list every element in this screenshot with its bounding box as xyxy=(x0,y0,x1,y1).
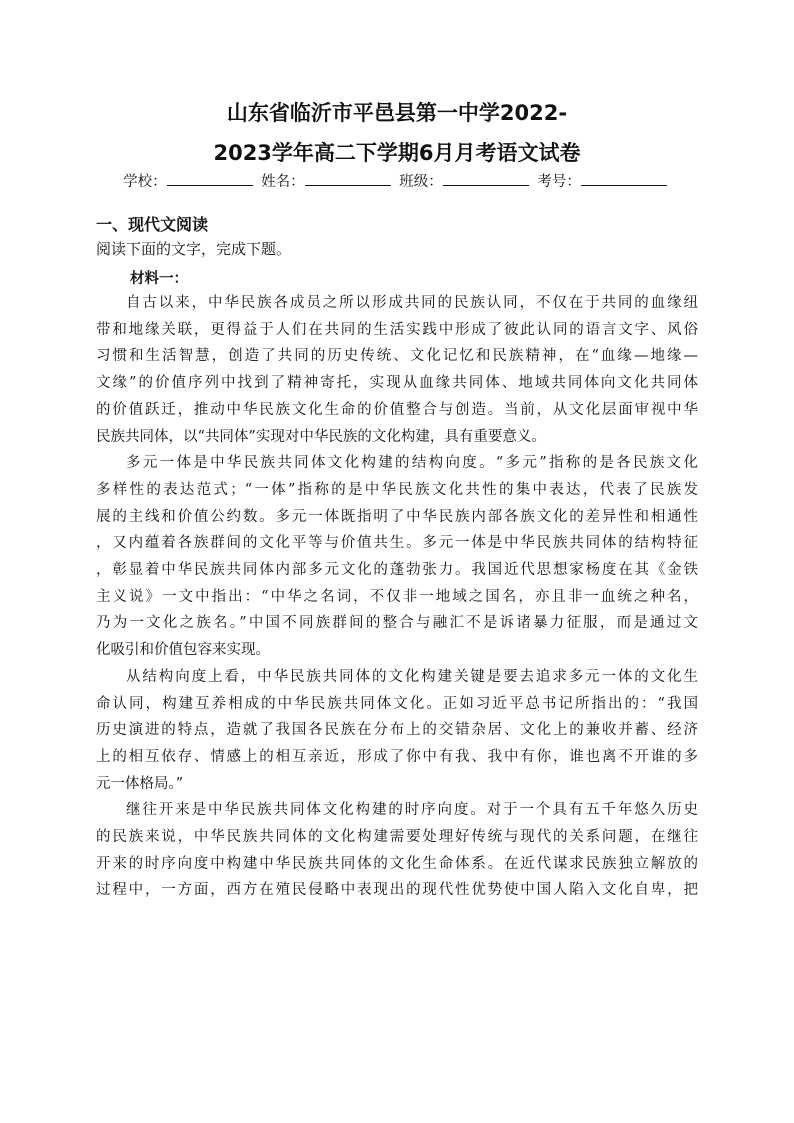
passage-line: 命认同，构建互养相成的中华民族共同体文化。正如习近平总书记所指出的：“我国 xyxy=(96,695,698,712)
passage-line: 上的相互依存、情感上的相互亲近，形成了你中有我、我中有你，谁也离不开谁的多 xyxy=(96,748,698,765)
passage-line: 多样性的表达范式；“一体”指称的是中华民族文化共性的集中表达，代表了民族发 xyxy=(96,481,698,498)
passage-line: 乃为一文化之族名。”中国不同族群间的整合与融汇不是诉诸暴力征服，而是通过文 xyxy=(96,615,698,632)
title-line-2: 2023学年高二下学期6月月考语文试卷 xyxy=(213,141,581,165)
passage-line: 元一体格局。” xyxy=(96,775,184,792)
passage-line: 的民族来说，中华民族共同体的文化构建需要处理好传统与现代的关系问题，在继往 xyxy=(96,829,698,845)
passage-line: 文缘”的价值序列中找到了精神寄托，实现从血缘共同体、地域共同体向文化共同体 xyxy=(96,375,698,392)
passage-line: 从结构向度上看，中华民族共同体的文化构建关键是要去追求多元一体的文化生 xyxy=(126,668,698,685)
passage-line: ，彰显着中华民族共同体内部多元文化的蓬勃张力。我国近代思想家杨度在其《金铁 xyxy=(96,562,698,578)
material-label: 材料一： xyxy=(130,270,188,287)
passage-line: 展的主线和价值公约数。多元一体既指明了中华民族内部各族文化的差异性和相通性 xyxy=(96,508,698,525)
passage-line: 自古以来，中华民族各成员之所以形成共同的民族认同，不仅在于共同的血缘纽 xyxy=(126,295,698,311)
section-heading: 一、现代文阅读 xyxy=(96,215,209,234)
passage-line: 主义说》一文中指出：“中华之名词，不仅非一地域之国名，亦且非一血统之种名， xyxy=(96,588,698,605)
class-label: 班级： xyxy=(399,174,443,190)
class-blank[interactable] xyxy=(443,170,529,186)
name-blank[interactable] xyxy=(305,170,391,186)
name-label: 姓名： xyxy=(261,174,305,190)
exam-number-label: 考号： xyxy=(537,174,581,190)
title-line-1: 山东省临沂市平邑县第一中学2022- xyxy=(226,101,568,125)
instruction-text: 阅读下面的文字，完成下题。 xyxy=(96,240,292,258)
school-blank[interactable] xyxy=(167,170,253,186)
passage-line: 民族共同体，以“共同体”实现对中华民族的文化构建，具有重要意义。 xyxy=(96,428,546,445)
passage-line: 习惯和生活智慧，创造了共同的历史传统、文化记忆和民族精神，在“血缘—地缘— xyxy=(96,348,698,365)
passage-line: 带和地缘关联，更得益于人们在共同的生活实践中形成了彼此认同的语言文字、风俗 xyxy=(96,321,698,338)
passage-line: 过程中，一方面，西方在殖民侵略中表现出的现代性优势使中国人陷入文化自卑，把 xyxy=(96,882,698,899)
passage-line: 的价值跃迁，推动中华民族文化生命的价值整合与创造。当前，从文化层面审视中华 xyxy=(96,401,698,418)
passage-line: 开来的时序向度中构建中华民族共同体的文化生命体系。在近代谋求民族独立解放的 xyxy=(96,855,698,872)
passage-line: ，又内蕴着各族群间的文化平等与价值共生。多元一体是中华民族共同体的结构特征 xyxy=(96,535,698,552)
passage-line: 历史演进的特点，造就了我国各民族在分布上的交错杂居、文化上的兼收并蓄、经济 xyxy=(96,722,698,739)
passage-line: 继往开来是中华民族共同体文化构建的时序向度。对于一个具有五千年悠久历史 xyxy=(126,802,698,819)
passage-line: 多元一体是中华民族共同体文化构建的结构向度。“多元”指称的是各民族文化 xyxy=(126,455,698,472)
school-label: 学校： xyxy=(123,174,167,190)
student-info-fields xyxy=(0,170,794,193)
exam-number-blank[interactable] xyxy=(581,170,667,186)
passage-line: 化吸引和价值包容来实现。 xyxy=(96,642,270,659)
